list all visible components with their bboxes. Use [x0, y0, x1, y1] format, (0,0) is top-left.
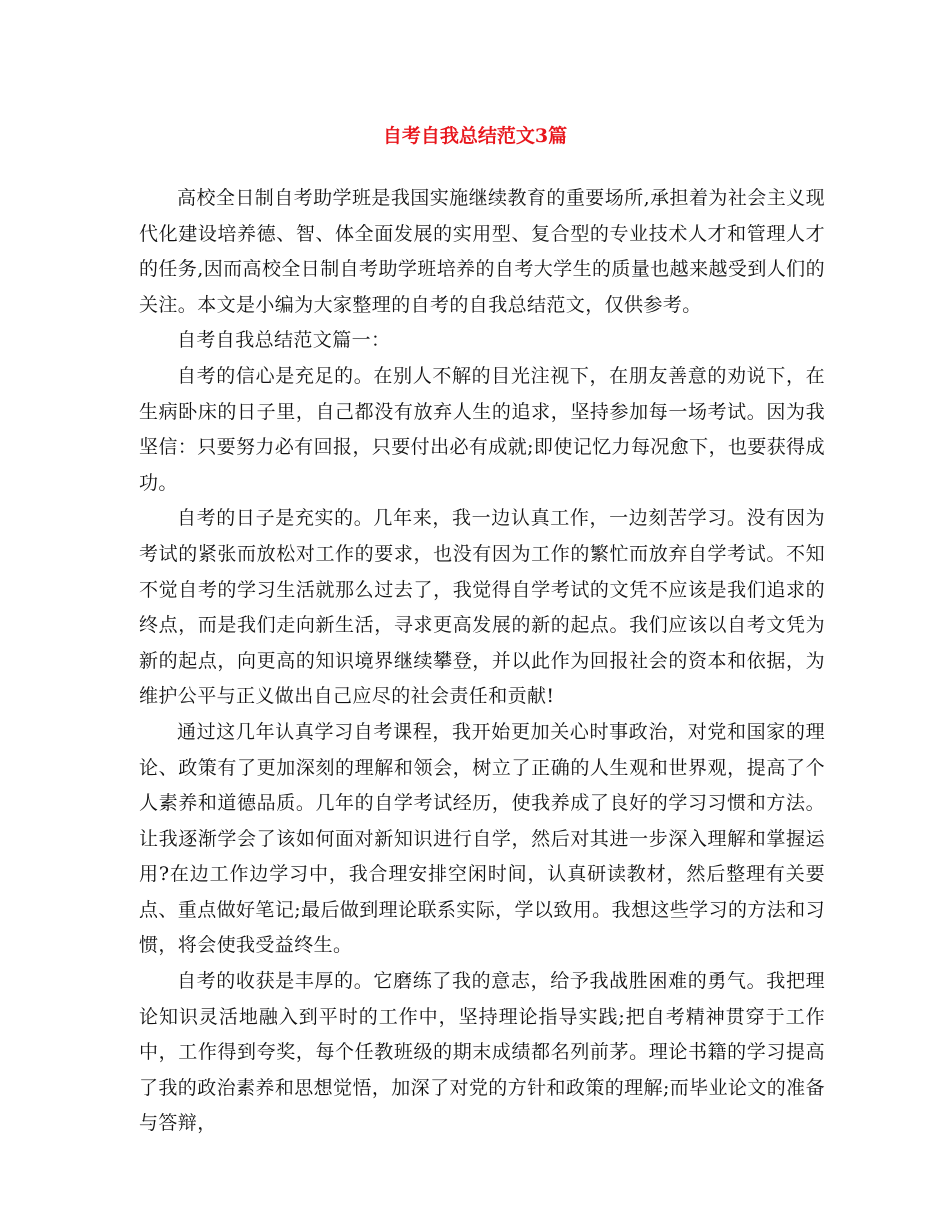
paragraph-intro: 高校全日制自考助学班是我国实施继续教育的重要场所,承担着为社会主义现代化建设培养德、智、体全面发展的实用型、复合型的专业技术人才和管理人才的任务,因而高校全日制自考助学班培养的自考大学生的质量也越来越受到人们的关注。本文是小编为大家整理的自考的自我总结范文，仅供参考。 [139, 187, 825, 316]
paragraph: 通过这几年认真学习自考课程，我开始更加关心时事政治，对党和国家的理论、政策有了更加深刻的理解和领会，树立了正确的人生观和世界观，提高了个人素养和道德品质。几年的自学考试经历，使我养成了良好的学习习惯和方法。让我逐渐学会了该如何面对新知识进行自学，然后对其进一步深入理解和掌握运用?在边工作边学习中，我合理安排空闲时间，认真研读教材，然后整理有关要点、重点做好笔记;最后做到理论联系实际，学以致用。我想这些学习的方法和习惯，将会使我受益终生。 [139, 720, 825, 957]
document-body [139, 181, 825, 1142]
section-heading: 自考自我总结范文篇一： [177, 329, 391, 352]
document-title: 自考自我总结范文3篇 [382, 125, 568, 147]
paragraph: 自考的日子是充实的。几年来，我一边认真工作，一边刻苦学习。没有因为考试的紧张而放松对工作的要求，也没有因为工作的繁忙而放弃自学考试。不知不觉自考的学习生活就那么过去了，我觉得自学考试的文凭不应该是我们追求的终点，而是我们走向新生活，寻求更高发展的新的起点。我们应该以自考文凭为新的起点，向更高的知识境界继续攀登，并以此作为回报社会的资本和依据，为维护公平与正义做出自己应尽的社会责任和贡献! [139, 507, 825, 708]
paragraph: 自考的收获是丰厚的。它磨练了我的意志，给予我战胜困难的勇气。我把理论知识灵活地融入到平时的工作中，坚持理论指导实践;把自考精神贯穿于工作中，工作得到夸奖，每个任教班级的期末成绩都名列前茅。理论书籍的学习提高了我的政治素养和思想觉悟，加深了对党的方针和政策的理解;而毕业论文的准备与答辩， [139, 970, 825, 1135]
paragraph: 自考的信心是充足的。在别人不解的目光注视下，在朋友善意的劝说下，在生病卧床的日子里，自己都没有放弃人生的追求，坚持参加每一场考试。因为我坚信：只要努力必有回报，只要付出必有成就;即使记忆力每况愈下，也要获得成功。 [139, 364, 825, 494]
